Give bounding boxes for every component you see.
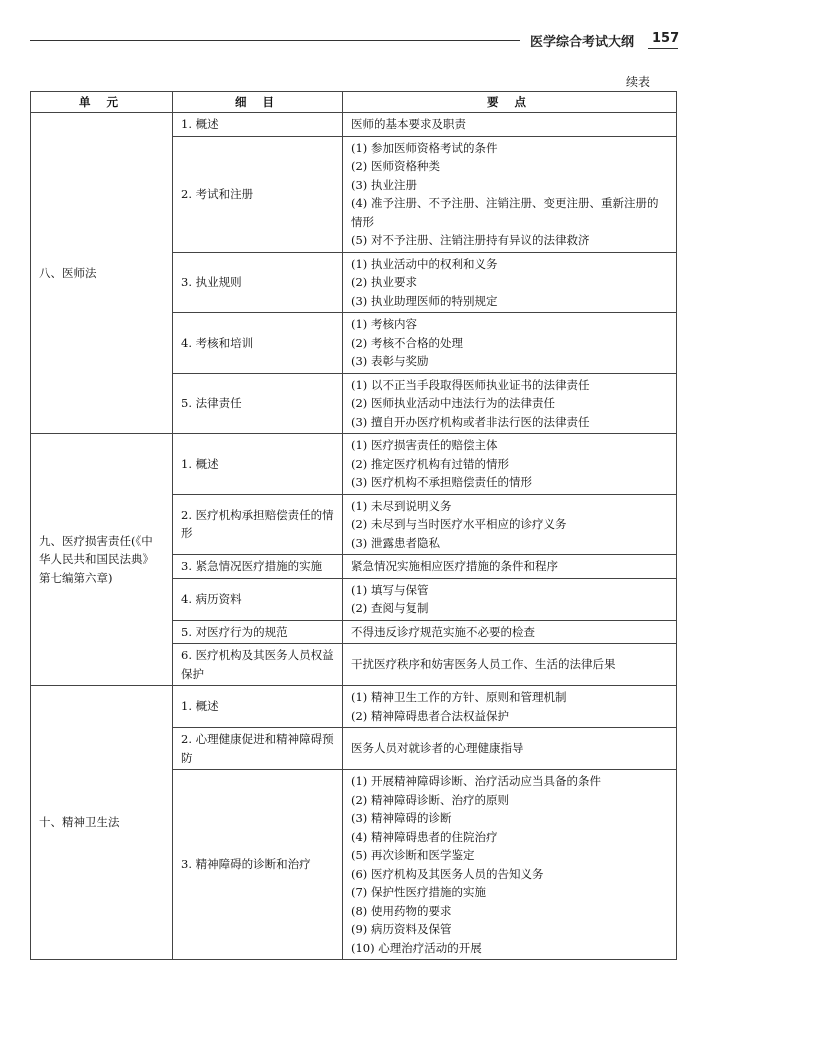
point-line: (3) 表彰与奖励 <box>351 354 429 368</box>
point-line: (2) 精神障碍诊断、治疗的原则 <box>351 792 509 807</box>
points-cell <box>343 555 677 579</box>
point-line: (10) 心理治疗活动的开展 <box>351 940 482 955</box>
table-row <box>31 113 677 137</box>
point-line: (5) 再次诊断和医学鉴定 <box>351 848 475 862</box>
item-cell: 6. 医疗机构及其医务人员权益保护 <box>173 644 343 686</box>
point-line: (1) 参加医师资格考试的条件 <box>351 140 498 155</box>
point-line: (1) 以不正当手段取得医师执业证书的法律责任 <box>351 377 590 392</box>
point-line: 干扰医疗秩序和妨害医务人员工作、生活的法律后果 <box>351 657 616 672</box>
table-row <box>31 434 677 495</box>
item-cell: 3. 精神障碍的诊断和治疗 <box>173 770 343 960</box>
point-line: 不得违反诊疗规范实施不必要的检查 <box>351 624 535 639</box>
point-line: (1) 考核内容 <box>351 317 417 331</box>
point-line: (3) 执业注册 <box>351 177 417 192</box>
continued-label: 续表 <box>626 75 651 89</box>
point-line: (1) 开展精神障碍诊断、治疗活动应当具备的条件 <box>351 774 601 788</box>
points-cell <box>343 644 677 686</box>
points-cell <box>343 313 677 374</box>
table-body <box>31 113 677 960</box>
item-cell: 5. 对医疗行为的规范 <box>173 620 343 644</box>
point-line: (2) 查阅与复制 <box>351 601 429 615</box>
point-line: 紧急情况实施相应医疗措施的条件和程序 <box>351 559 558 573</box>
point-line: (8) 使用药物的要求 <box>351 903 452 918</box>
point-line: (1) 未尽到说明义务 <box>351 498 452 513</box>
points-cell <box>343 686 677 728</box>
table-header-row <box>31 92 677 113</box>
item-cell: 1. 概述 <box>173 113 343 137</box>
point-line: 医师的基本要求及职责 <box>351 117 466 131</box>
point-line: (3) 擅自开办医疗机构或者非法行医的法律责任 <box>351 414 590 429</box>
unit-cell: 九、医疗损害责任(《中华人民共和国民法典》第七编第六章) <box>31 434 173 686</box>
item-cell: 2. 医疗机构承担赔偿责任的情形 <box>173 494 343 555</box>
item-cell: 3. 执业规则 <box>173 252 343 313</box>
item-cell: 5. 法律责任 <box>173 373 343 434</box>
header-rule <box>30 40 520 41</box>
points-cell <box>343 728 677 770</box>
column-header-points: 要 点 <box>343 92 677 113</box>
points-cell <box>343 373 677 434</box>
item-cell: 1. 概述 <box>173 434 343 495</box>
syllabus-table <box>30 91 677 960</box>
point-line: (4) 准予注册、不予注册、注销注册、变更注册、重新注册的情形 <box>351 196 659 229</box>
points-cell <box>343 434 677 495</box>
column-header-unit: 单 元 <box>31 92 173 113</box>
point-line: (7) 保护性医疗措施的实施 <box>351 885 486 899</box>
running-header-title: 医学综合考试大纲 <box>530 35 635 50</box>
points-cell <box>343 578 677 620</box>
points-cell <box>343 494 677 555</box>
point-line: (1) 填写与保管 <box>351 582 429 597</box>
point-line: (9) 病历资料及保管 <box>351 922 452 936</box>
points-cell <box>343 252 677 313</box>
points-cell <box>343 620 677 644</box>
point-line: (3) 医疗机构不承担赔偿责任的情形 <box>351 475 532 489</box>
column-header-item: 细 目 <box>173 92 343 113</box>
item-cell: 4. 考核和培训 <box>173 313 343 374</box>
table-row <box>31 686 677 728</box>
point-line: (3) 泄露患者隐私 <box>351 535 440 550</box>
point-line: (2) 推定医疗机构有过错的情形 <box>351 456 509 471</box>
point-line: (2) 执业要求 <box>351 275 417 289</box>
point-line: (1) 医疗损害责任的赔偿主体 <box>351 438 498 452</box>
points-cell <box>343 136 677 252</box>
item-cell: 2. 考试和注册 <box>173 136 343 252</box>
points-cell <box>343 770 677 960</box>
point-line: (2) 考核不合格的处理 <box>351 335 463 350</box>
point-line: (6) 医疗机构及其医务人员的告知义务 <box>351 866 544 881</box>
unit-cell: 十、精神卫生法 <box>31 686 173 960</box>
point-line: (1) 精神卫生工作的方针、原则和管理机制 <box>351 690 567 704</box>
item-cell: 2. 心理健康促进和精神障碍预防 <box>173 728 343 770</box>
point-line: (4) 精神障碍患者的住院治疗 <box>351 829 498 844</box>
point-line: (5) 对不予注册、注销注册持有异议的法律救济 <box>351 233 590 247</box>
point-line: (2) 医师资格种类 <box>351 159 440 173</box>
point-line: (3) 精神障碍的诊断 <box>351 811 452 825</box>
item-cell: 4. 病历资料 <box>173 578 343 620</box>
point-line: (3) 执业助理医师的特别规定 <box>351 293 498 308</box>
point-line: (2) 精神障碍患者合法权益保护 <box>351 708 509 723</box>
item-cell: 1. 概述 <box>173 686 343 728</box>
page-number-underline <box>648 48 678 49</box>
item-cell: 3. 紧急情况医疗措施的实施 <box>173 555 343 579</box>
unit-cell: 八、医师法 <box>31 113 173 434</box>
point-line: (1) 执业活动中的权利和义务 <box>351 256 498 271</box>
point-line: 医务人员对就诊者的心理健康指导 <box>351 741 524 756</box>
points-cell <box>343 113 677 137</box>
page-number: 157 <box>652 31 680 46</box>
point-line: (2) 医师执业活动中违法行为的法律责任 <box>351 396 555 410</box>
point-line: (2) 未尽到与当时医疗水平相应的诊疗义务 <box>351 517 567 531</box>
